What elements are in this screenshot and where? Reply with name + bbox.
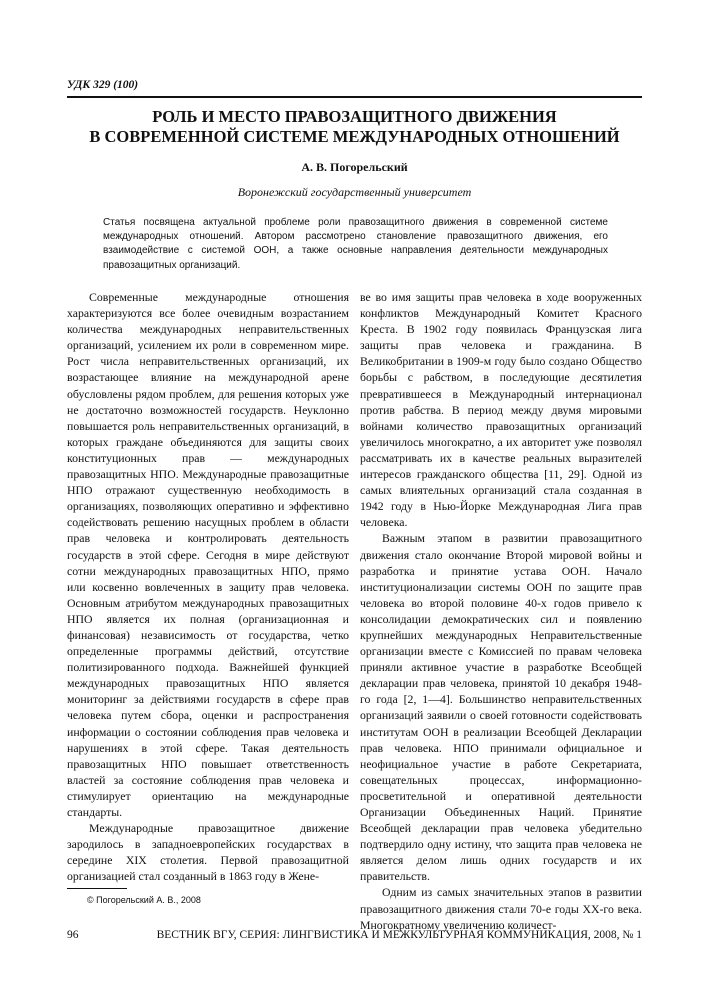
journal-name: ВЕСТНИК ВГУ, СЕРИЯ: ЛИНГВИСТИКА И МЕЖКУЛЬТУРНАЯ КОММУНИКАЦИЯ, 2008, № 1: [156, 929, 642, 941]
paragraph: Одним из самых значительных этапов в развитии правозащитного движения стали 70-е годы XX-го века. Многократному увеличению количест-: [360, 885, 642, 932]
paragraph: ве во имя защиты прав человека в ходе вооруженных конфликтов Международный Комитет Красного Креста. В 1902 году появилась Французская лига защиты прав человека и гражданина. В Великобритании в 1909-м году было создано Общество борьбы с рабством, в последующие десятилетия превратившееся в Международный интернационал против рабства. В период между двумя мировыми войнами количество правозащитных организаций увеличилось многократно, а их авторитет уже позволял рассматривать их в качестве реальных выразителей интересов гражданского общества [11, 29]. Одной из самых влиятельных организаций стала созданная в 1942 году в Нью-Йорке Международная Лига прав человека.: [360, 290, 642, 530]
udk-code: УДК 329 (100): [67, 79, 139, 91]
author-name: А. В. Погорельский: [301, 160, 408, 174]
body-column-left: [67, 289, 349, 884]
footnote-rule: [67, 888, 127, 889]
title-line-2: В СОВРЕМЕННОЙ СИСТЕМЕ МЕЖДУНАРОДНЫХ ОТНОШЕНИЙ: [89, 127, 620, 146]
page-number: 96: [67, 929, 79, 941]
abstract: Статья посвящена актуальной проблеме роли правозащитного движения в современной системе международных отношений. Автором рассмотрено становление правозащитного движения, его взаимодействие с системой ООН, а также основные направления деятельности международных правозащитных организаций.: [103, 217, 608, 271]
top-rule: [67, 96, 642, 98]
paragraph: Международные правозащитное движение зародилось в западноевропейских государствах в середине XIX столетия. Первой правозащитной организацией стал созданный в 1863 году в Жене-: [67, 821, 349, 884]
title-line-1: РОЛЬ И МЕСТО ПРАВОЗАЩИТНОГО ДВИЖЕНИЯ: [152, 107, 557, 126]
paragraph: Важным этапом в развитии правозащитного движения стало окончание Второй мировой войны и разработка и принятие устава ООН. Начало институционализации системы ООН по защите прав человека во второй половине 40-х годов привело к консолидации демократических сил и появлению крупнейших международных Неправительственные организации вместе с Комиссией по правам человека приняли активное участие в разработке Всеобщей декларации прав человека, принятой 10 декабря 1948-го года [2, 1—4]. Большинство неправительственных организаций заявили о своей готовности содействовать институтам ООН в реализации Всеобщей Декларации прав человека. НПО принимали официальное и неофициальное участие в работе Секретариата, совещательных процессах, информационно-просветительной и оперативной деятельности Организации Объединенных Наций. Принятие Всеобщей декларации прав человека убедительно подтвердило одну истину, что защита прав человека не является делом лишь одних государств и их правительств.: [360, 531, 642, 884]
paragraph: Современные международные отношения характеризуются все более очевидным возрастанием количества международных неправительственных организаций, усилением их роли в современном мире. Рост числа неправительственных организаций, их возрастающее влияние на международной арене обусловлены рядом проблем, для решения которых уже не достаточно возможностей государств. Неуклонно повышается роль неправительственных организаций, в которых граждане объединяются для защиты своих конституционных прав — международных правозащитных НПО. Международные правозащитные НПО отражают существенную необходимость в организациях, позволяющих оперативно и эффективно содействовать решению насущных проблем в области прав человека и контролировать деятельность государств в этой сфере. Сегодня в мире действуют сотни международных правозащитных НПО, прямо или косвенно вовлеченных в защиту прав человека. Основным атрибутом международных правозащитных НПО является их полная (организационная и финансовая) независимость от государства, четко определенные программы действий, отсутствие политизированного подхода. Важнейшей функцией международных правозащитных НПО является мониторинг за действиями государств в сфере прав человека путем сбора, оценки и распространения информации о состоянии соблюдения прав человека и нарушениях в этой сфере. Такая деятельность правозащитных НПО повышает ответственность властей за состояние соблюдения прав человека и стимулирует ориентацию на международные стандарты.: [67, 290, 349, 819]
article-title: [67, 107, 642, 147]
page-footer: [67, 929, 642, 941]
copyright-footnote: © Погорельский А. В., 2008: [87, 895, 201, 905]
body-column-right: [360, 289, 642, 933]
author-affiliation: Воронежский государственный университет: [237, 185, 472, 199]
